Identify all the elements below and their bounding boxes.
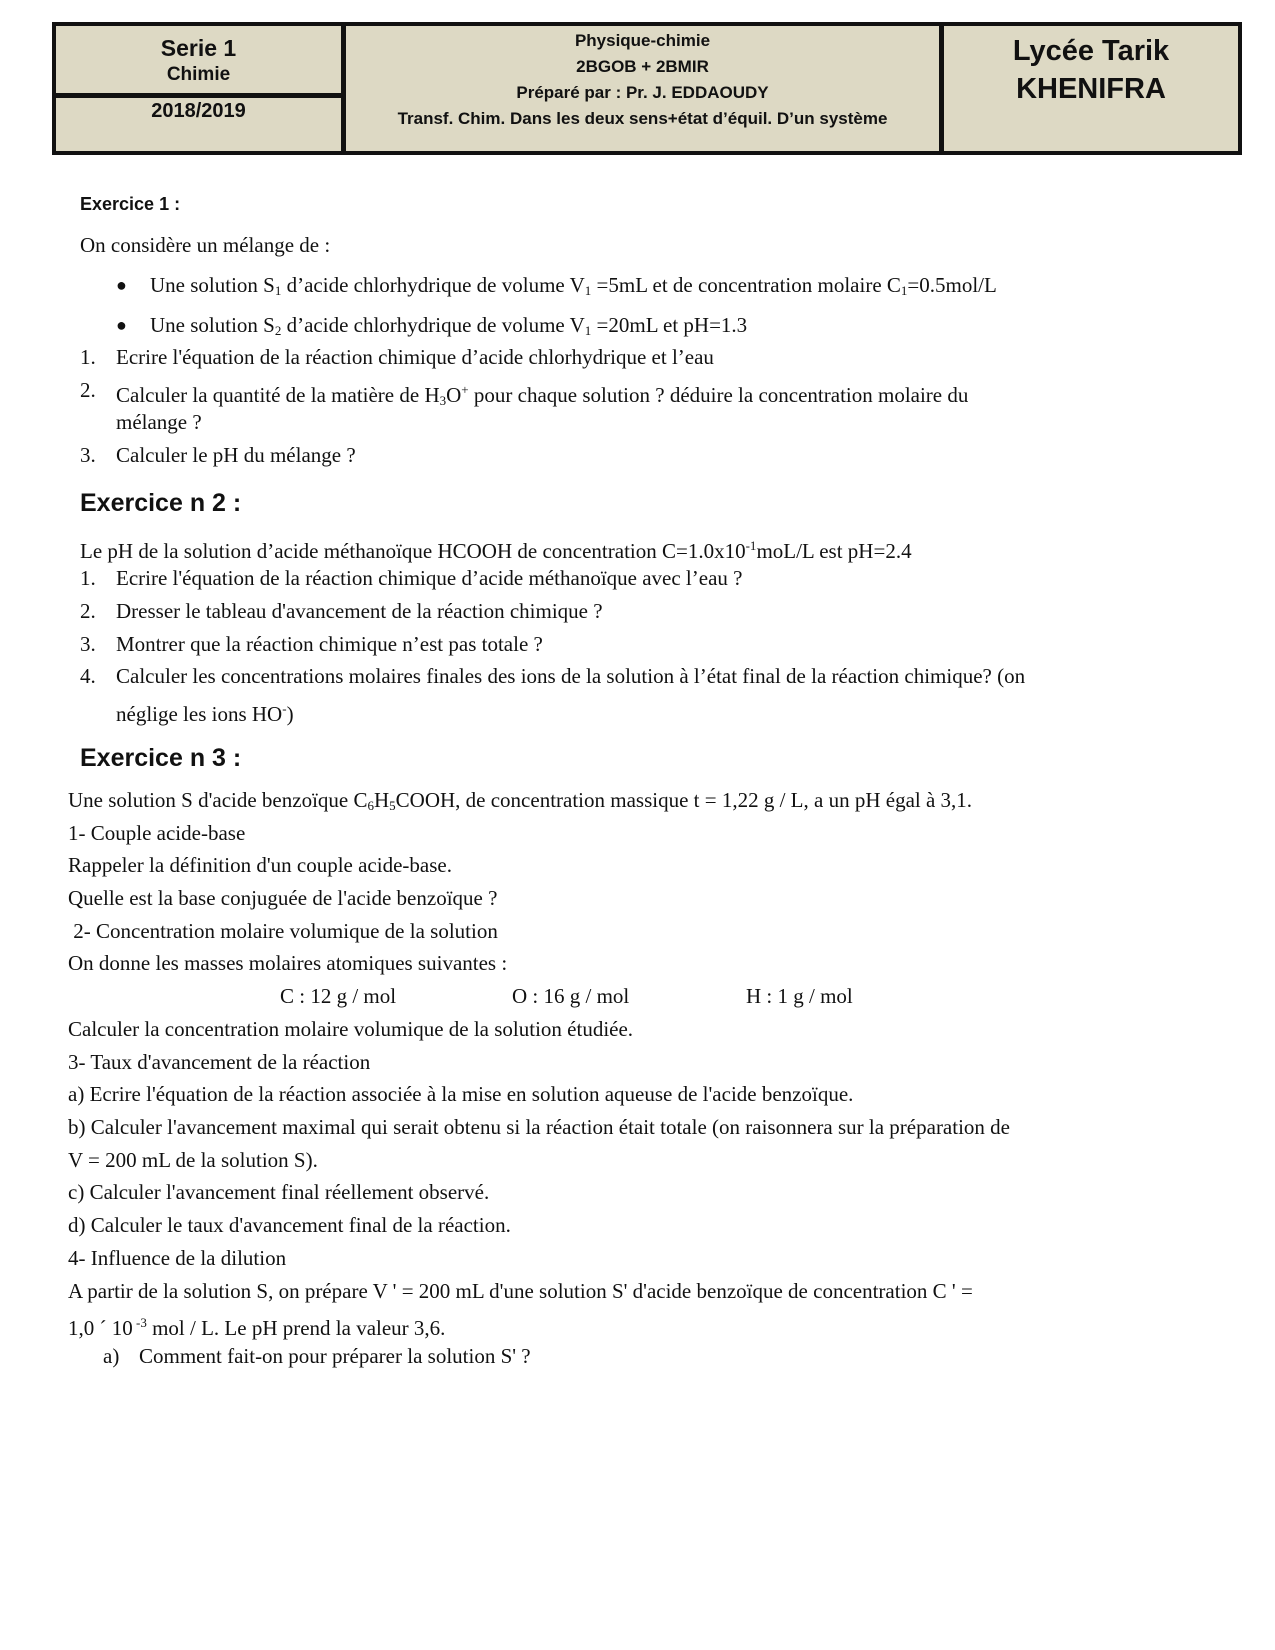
- ex1-q2-num: 2.: [80, 378, 96, 402]
- ex1-intro: On considère un mélange de :: [80, 233, 331, 257]
- ex3-part4-b: 1,0 ´ 10 $^{-3}$ mol / L. Le pH prend la valeur 3,6.: [68, 1315, 446, 1340]
- mass-carbon: C : 12 g / mol: [280, 984, 397, 1008]
- ex3-part1-b: Quelle est la base conjuguée de l'acide benzoïque ?: [68, 886, 498, 910]
- ex2-q1-num: 1.: [80, 566, 96, 590]
- topic: Transf. Chim. Dans les deux sens+état d’équil. D’un système: [397, 109, 888, 128]
- ex2-q2-num: 2.: [80, 599, 96, 623]
- school-year: 2018/2019: [151, 100, 246, 122]
- ex3-part4-q: Comment fait-on pour préparer la solution S' ?: [139, 1344, 531, 1368]
- ex3-part4-a: A partir de la solution S, on prépare V ' = 200 mL d'une solution S' d'acide benzoïque de concentration C ' =: [68, 1279, 973, 1303]
- ex3-part2-b: Calculer la concentration molaire volumique de la solution étudiée.: [68, 1017, 634, 1041]
- ex3-part3-c: c) Calculer l'avancement final réellement observé.: [68, 1180, 490, 1204]
- header-school-cell: [944, 26, 1238, 151]
- ex3-part4: 4- Influence de la dilution: [68, 1246, 287, 1270]
- ex3-part3-a: a) Ecrire l'équation de la réaction associée à la mise en solution aqueuse de l'acide benzoïque.: [68, 1082, 854, 1106]
- ex2-q2: Dresser le tableau d'avancement de la réaction chimique ?: [116, 599, 603, 623]
- ex2-q4: Calculer les concentrations molaires finales des ions de la solution à l’état final de la réaction chimique? (on: [116, 664, 1026, 688]
- header-serie-cell: [56, 26, 346, 151]
- ex2-title: Exercice n 2 :: [80, 489, 242, 517]
- ex3-title: Exercice n 3 :: [80, 744, 242, 772]
- school-city: KHENIFRA: [1016, 73, 1166, 105]
- ex2-q4-cont: néglige les ions HO-): [116, 701, 294, 726]
- header-table: [52, 22, 1242, 155]
- bullet-icon: ●: [116, 315, 127, 335]
- ex3-part2-a: On donne les masses molaires atomiques suivantes :: [68, 951, 508, 975]
- ex3-part1: 1- Couple acide-base: [68, 821, 246, 845]
- serie-label: Serie 1: [160, 35, 237, 61]
- ex1-title: Exercice 1 :: [80, 194, 181, 214]
- ex3-part4-q-label: a): [103, 1344, 120, 1368]
- ex1-bullet-2: Une solution $S_2$ d’acide chlorhydrique de volume $V_1 =20mL$ et pH=1.3: [150, 313, 748, 338]
- subject-label: Chimie: [166, 64, 231, 85]
- bullet-icon: ●: [116, 275, 127, 295]
- discipline: Physique-chimie: [574, 31, 711, 50]
- mass-hydrogen: H : 1 g / mol: [746, 984, 853, 1008]
- ex3-part3-b-cont: V = 200 mL de la solution S).: [68, 1148, 318, 1172]
- ex1-q2-cont: mélange ?: [116, 410, 202, 434]
- prepared-by: Préparé par : Pr. J. EDDAOUDY: [516, 83, 769, 102]
- ex2-q4-num: 4.: [80, 664, 96, 688]
- ex2-intro: Le pH de la solution d’acide méthanoïque HCOOH de concentration $C=1.0x10^{-1}moL/L$ est pH=2.4: [80, 538, 912, 563]
- ex1-q1-num: 1.: [80, 345, 96, 369]
- header-info-cell: [346, 26, 944, 151]
- ex1-q3-num: 3.: [80, 443, 96, 467]
- ex2-q3-num: 3.: [80, 632, 96, 656]
- ex1-q2: Calculer la quantité de la matière de $H_3O^+$ pour chaque solution ? déduire la concentration molaire du: [116, 382, 969, 408]
- ex3-part3-d: d) Calculer le taux d'avancement final de la réaction.: [68, 1213, 511, 1237]
- mass-oxygen: O : 16 g / mol: [512, 984, 630, 1008]
- ex1-q1: Ecrire l'équation de la réaction chimique d’acide chlorhydrique et l’eau: [116, 345, 714, 369]
- ex1-bullet-1: Une solution $S_1$ d’acide chlorhydrique de volume $V_1 =5mL$ et de concentration molaire $C_1=0.5mol/L$: [150, 273, 997, 298]
- ex3-part3-b: b) Calculer l'avancement maximal qui serait obtenu si la réaction était totale (on raisonnera sur la préparation de: [68, 1115, 1010, 1139]
- school-name: Lycée Tarik: [1012, 35, 1170, 67]
- ex1-q3: Calculer le pH du mélange ?: [116, 443, 356, 467]
- ex2-q3: Montrer que la réaction chimique n’est pas totale ?: [116, 632, 543, 656]
- ex3-intro: Une solution S d'acide benzoïque $C_6H_5COOH$, de concentration massique t = 1,22 g / L, a un pH égal à 3,1.: [68, 788, 973, 813]
- classes: 2BGOB + 2BMIR: [576, 57, 709, 76]
- ex3-part2: 2- Concentration molaire volumique de la solution: [68, 919, 498, 943]
- ex3-part3: 3- Taux d'avancement de la réaction: [68, 1050, 371, 1074]
- ex2-q1: Ecrire l'équation de la réaction chimique d’acide méthanoïque avec l’eau ?: [116, 566, 743, 590]
- ex3-part1-a: Rappeler la définition d'un couple acide-base.: [68, 853, 452, 877]
